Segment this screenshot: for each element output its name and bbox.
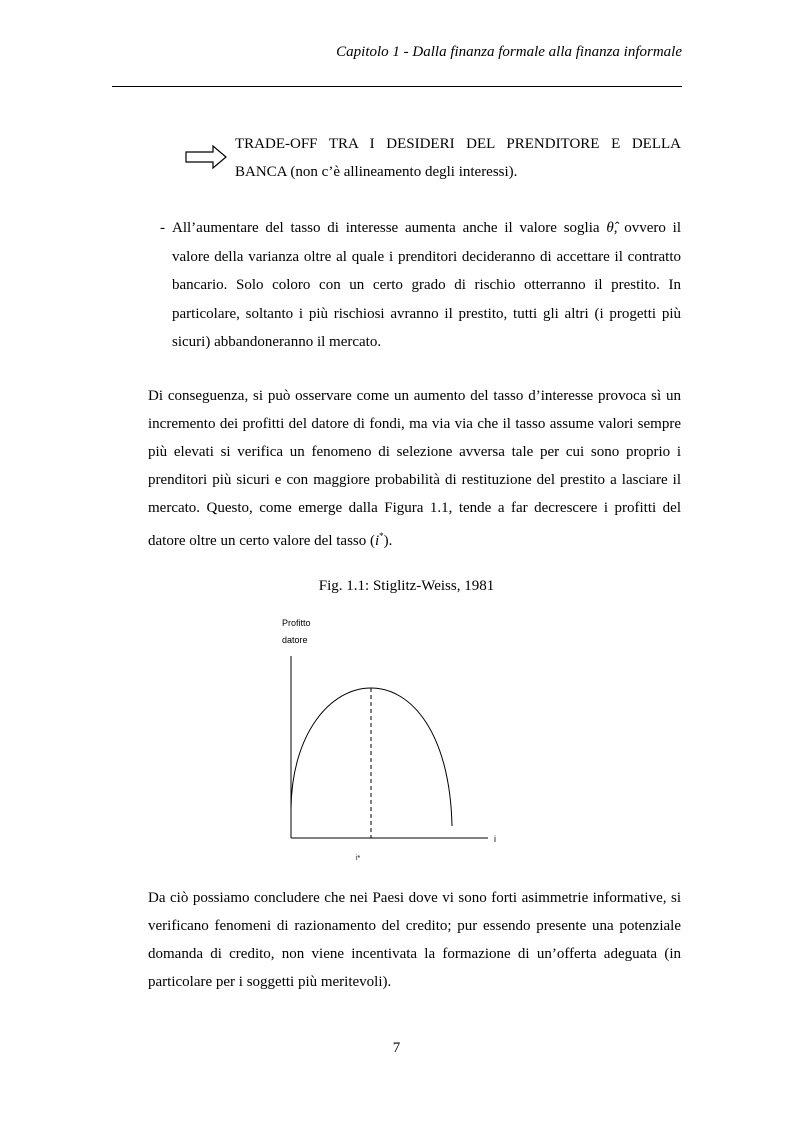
profit-curve [291, 688, 452, 826]
paragraph-consequence [148, 382, 681, 555]
figure-caption: Fig. 1.1: Stiglitz-Weiss, 1981 [318, 578, 495, 594]
bullet-item [148, 214, 681, 357]
figure-ylabel-line2: datore [282, 635, 308, 645]
running-header: Capitolo 1 - Dalla finanza formale alla finanza informale [336, 44, 682, 60]
figure-xlabel: i [494, 834, 496, 844]
theta-hat-symbol: θ̂ [606, 220, 614, 236]
bullet-text [172, 214, 681, 357]
bullet-dash: - [160, 220, 165, 236]
page-number: 7 [392, 1040, 401, 1056]
i-star-var: i [375, 533, 380, 549]
i-star-superscript: * [379, 531, 384, 541]
paragraph-consequence-text: Di conseguenza, si può osservare come un aumento del tasso d’interesse provoca sì un incremento dei profitti del datore di fondi, ma via via che il tasso assume valori sempre più elevati si verifica un fenomeno di selezione avversa tale per cui sono proprio i prenditori più sicuri e con maggiore probabilità di restituzione del prestito a lasciare il mercato. Questo, come emerge dalla Figura 1.1, tende a far decrescere i profitti del datore oltre un certo valore del tasso ( [148, 388, 681, 549]
tradeoff-block [235, 130, 681, 186]
figure-ylabel-line1: Profitto [282, 618, 311, 628]
header-rule [112, 86, 682, 87]
bullet-text-start: All’aumentare del tasso di interesse aumenta anche il valore soglia [172, 220, 607, 236]
tradeoff-line-1: TRADE-OFF TRA I DESIDERI DEL PRENDITORE E DELLA [235, 136, 681, 152]
paragraph-conclusion: Da ciò possiamo concludere che nei Paesi dove vi sono forti asimmetrie informative, si verificano fenomeni di razionamento del credito; pur essendo presente una potenziale domanda di credito, non viene incentivata la formazione di un’offerta adeguata (in particolare per i soggetti più meritevoli). [148, 890, 681, 990]
right-arrow-icon [185, 145, 227, 169]
tradeoff-line-2: BANCA (non c’è allineamento degli interessi). [235, 164, 518, 180]
paragraph-consequence-end: ). [383, 533, 393, 549]
bullet-text-rest: , ovvero il valore della varianza oltre al quale i prenditori decideranno di accettare il contratto bancario. Solo coloro con un certo grado di rischio otterranno il prestito. In particolare, soltanto i più rischiosi avranno il prestito, tutti gli altri (i progetti più sicuri) abbandoneranno il mercato. [172, 220, 681, 350]
stiglitz-weiss-figure [280, 614, 510, 874]
figure-xtick-istar: i* [356, 855, 361, 862]
